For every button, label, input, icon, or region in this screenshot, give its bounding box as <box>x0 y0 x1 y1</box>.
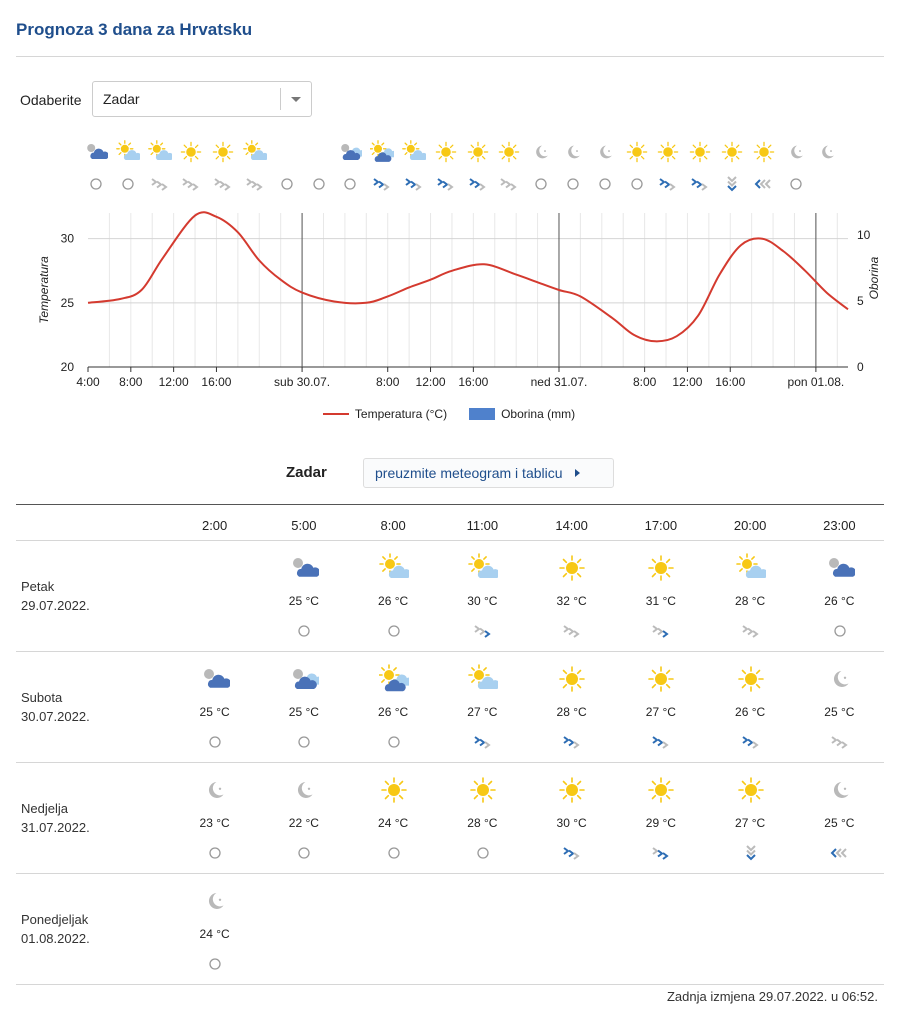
day-date: 30.07.2022. <box>21 709 90 724</box>
temperature-value: 25 °C <box>199 705 230 719</box>
forecast-cell <box>170 874 259 985</box>
forecast-cell <box>795 874 884 985</box>
forecast-day-row <box>16 541 884 652</box>
header-hour: 14:00 <box>527 505 616 541</box>
legend-temperature-label: Temperatura (°C) <box>354 407 448 421</box>
strip-hour-cell <box>593 140 617 200</box>
header-hour: 8:00 <box>349 505 438 541</box>
header-hour: 20:00 <box>706 505 795 541</box>
wind-moderate-icon <box>690 176 710 192</box>
x-tick-label: 8:00 <box>632 375 657 389</box>
cloudy-night-icon <box>84 140 108 164</box>
day-name: Ponedjeljak <box>21 912 89 927</box>
strip-hour-cell <box>688 140 712 200</box>
cloudy-night-icon <box>825 553 855 583</box>
forecast-cell <box>438 652 527 763</box>
city-select[interactable] <box>92 81 312 117</box>
forecast-cell <box>259 874 348 985</box>
legend-box-swatch <box>469 408 495 420</box>
y-axis-title: Temperatura <box>37 256 51 324</box>
cloudy-sun-icon <box>379 664 409 694</box>
temperature-value: 26 °C <box>378 705 409 719</box>
partly-cloudy-icon <box>468 664 498 694</box>
forecast-cell <box>438 763 527 874</box>
forecast-cell <box>616 652 705 763</box>
temperature-value: 25 °C <box>288 705 319 719</box>
x-tick-label: 16:00 <box>201 375 232 389</box>
partly-cloudy-icon <box>736 553 766 583</box>
strip-hour-cell <box>275 140 299 200</box>
forecast-cell <box>259 652 348 763</box>
strip-hour-cell <box>402 140 426 200</box>
x-tick-label: 8:00 <box>119 375 143 389</box>
temperature-value: 27 °C <box>735 816 766 830</box>
wind-moderate-icon <box>404 176 424 192</box>
wind-strong-left-icon <box>830 845 850 861</box>
day-label-cell <box>16 541 170 652</box>
temperature-value: 28 °C <box>556 705 587 719</box>
cloudy-heavy-icon <box>289 664 319 694</box>
wind-moderate-icon <box>372 176 392 192</box>
x-tick-label: 4:00 <box>76 375 100 389</box>
temperature-value: 25 °C <box>824 705 855 719</box>
temperature-series-line <box>88 212 848 341</box>
wind-calm-icon <box>309 176 329 192</box>
strip-hour-cell <box>84 140 108 200</box>
forecast-cell <box>438 541 527 652</box>
wind-strong-down-icon <box>741 845 761 861</box>
strip-hour-cell <box>625 140 649 200</box>
x-tick-label: 16:00 <box>458 375 489 389</box>
temperature-value: 28 °C <box>467 816 498 830</box>
forecast-cell <box>706 541 795 652</box>
wind-calm-icon <box>473 845 493 861</box>
forecast-cell <box>527 874 616 985</box>
x-tick-label: 8:00 <box>376 375 400 389</box>
sunny-icon <box>434 140 458 164</box>
legend-item-temperature[interactable] <box>323 407 447 421</box>
forecast-day-row <box>16 763 884 874</box>
sunny-icon <box>557 664 587 694</box>
temperature-value: 22 °C <box>288 816 319 830</box>
wind-calm-icon <box>595 176 615 192</box>
clear-night-icon <box>561 140 585 164</box>
wind-light-icon <box>213 176 233 192</box>
sunny-icon <box>736 664 766 694</box>
clear-night-icon <box>784 140 808 164</box>
wind-calm-icon <box>340 176 360 192</box>
page-title: Prognoza 3 dana za Hrvatsku <box>16 20 253 39</box>
temperature-value: 32 °C <box>556 594 587 608</box>
sunny-icon <box>752 140 776 164</box>
cloudy-icon <box>275 140 299 164</box>
clear-night-icon <box>593 140 617 164</box>
sunny-icon <box>557 553 587 583</box>
wind-light-icon <box>830 734 850 750</box>
y2-tick-label: 5 <box>857 294 864 308</box>
wind-light-icon <box>741 623 761 639</box>
x-tick-label: 12:00 <box>415 375 446 389</box>
y2-tick-label: 0 <box>857 360 864 374</box>
wind-strong-left-icon <box>754 176 774 192</box>
header-day-column <box>16 505 170 541</box>
header-hour: 11:00 <box>438 505 527 541</box>
partly-cloudy-icon <box>468 553 498 583</box>
forecast-day-row <box>16 652 884 763</box>
wind-light-icon <box>562 623 582 639</box>
wind-calm-icon <box>531 176 551 192</box>
y-tick-label: 20 <box>60 360 74 374</box>
wind-calm-icon <box>384 845 404 861</box>
partly-cloudy-icon <box>148 140 172 164</box>
partly-cloudy-icon <box>116 140 140 164</box>
wind-calm-icon <box>118 176 138 192</box>
wind-calm-icon <box>205 956 225 972</box>
last-updated: Zadnja izmjena 29.07.2022. u 06:52. <box>666 989 878 1004</box>
wind-calm-icon <box>294 623 314 639</box>
x-tick-label: 12:00 <box>158 375 189 389</box>
x-tick-label: 16:00 <box>715 375 746 389</box>
forecast-cell <box>170 763 259 874</box>
forecast-table <box>16 504 884 985</box>
clear-night-icon <box>289 775 319 805</box>
clear-night-icon <box>825 775 855 805</box>
download-meteogram-button[interactable] <box>363 458 614 488</box>
wind-calm-icon <box>627 176 647 192</box>
temperature-value: 23 °C <box>199 816 230 830</box>
x-tick-label: sub 30.07. <box>274 375 331 389</box>
day-date: 29.07.2022. <box>21 598 90 613</box>
day-label-cell <box>16 652 170 763</box>
wind-moderate-blue-icon <box>651 845 671 861</box>
day-date: 01.08.2022. <box>21 931 90 946</box>
strip-hour-cell <box>752 140 776 200</box>
wind-calm-icon <box>205 845 225 861</box>
clear-night-icon <box>200 886 230 916</box>
forecast-cell <box>616 763 705 874</box>
header-hour: 23:00 <box>795 505 884 541</box>
partly-cloudy-icon <box>379 553 409 583</box>
strip-hour-cell <box>179 140 203 200</box>
forecast-cell <box>527 763 616 874</box>
temperature-value: 29 °C <box>645 816 676 830</box>
caret-right-icon <box>575 469 580 477</box>
temperature-value: 26 °C <box>735 705 766 719</box>
cloudy-sun-icon <box>370 140 394 164</box>
temperature-value: 31 °C <box>645 594 676 608</box>
y2-tick-label: 10 <box>857 228 871 242</box>
wind-moderate-icon <box>562 734 582 750</box>
strip-hour-cell <box>116 140 140 200</box>
sunny-icon <box>646 775 676 805</box>
wind-light-blue-icon <box>651 623 671 639</box>
forecast-cell <box>349 874 438 985</box>
clear-night-icon <box>825 664 855 694</box>
cloudy-night-icon <box>289 553 319 583</box>
forecast-cell <box>170 541 259 652</box>
title-divider <box>16 56 884 57</box>
hourly-icon-strip <box>84 140 844 200</box>
forecast-cell <box>706 652 795 763</box>
forecast-cell <box>349 763 438 874</box>
sunny-icon <box>625 140 649 164</box>
wind-calm-icon <box>384 734 404 750</box>
forecast-cell <box>259 541 348 652</box>
sunny-icon <box>646 664 676 694</box>
forecast-cell <box>438 874 527 985</box>
x-tick-label: ned 31.07. <box>530 375 588 389</box>
forecast-cell <box>170 652 259 763</box>
strip-hour-cell <box>148 140 172 200</box>
cloudy-icon <box>307 140 331 164</box>
wind-light-icon <box>499 176 519 192</box>
temperature-value: 24 °C <box>199 927 230 941</box>
y-tick-label: 30 <box>60 231 74 246</box>
forecast-cell <box>706 763 795 874</box>
wind-moderate-icon <box>436 176 456 192</box>
city-select-label: Odaberite <box>20 92 82 108</box>
day-date: 31.07.2022. <box>21 820 90 835</box>
sunny-icon <box>466 140 490 164</box>
y2-axis-title: Oborina <box>867 256 881 300</box>
download-button-label: preuzmite meteogram i tablicu <box>375 465 563 481</box>
sunny-icon <box>497 140 521 164</box>
strip-hour-cell <box>561 140 585 200</box>
cloudy-night-icon <box>200 664 230 694</box>
wind-light-icon <box>150 176 170 192</box>
sunny-icon <box>720 140 744 164</box>
day-label-cell <box>16 763 170 874</box>
wind-moderate-icon <box>658 176 678 192</box>
clear-night-icon <box>815 140 839 164</box>
chart-legend <box>0 407 898 421</box>
wind-moderate-icon <box>468 176 488 192</box>
city-select-value: Zadar <box>103 91 140 107</box>
wind-moderate-icon <box>741 734 761 750</box>
forecast-cell <box>795 541 884 652</box>
strip-hour-cell <box>815 140 839 200</box>
strip-hour-cell <box>243 140 267 200</box>
header-hour: 17:00 <box>616 505 705 541</box>
temperature-value: 27 °C <box>645 705 676 719</box>
forecast-cell <box>349 541 438 652</box>
strip-hour-cell <box>307 140 331 200</box>
temperature-value: 30 °C <box>467 594 498 608</box>
forecast-cell <box>527 652 616 763</box>
strip-hour-cell <box>370 140 394 200</box>
wind-calm-icon <box>830 623 850 639</box>
sunny-icon <box>468 775 498 805</box>
wind-light-icon <box>181 176 201 192</box>
day-name: Subota <box>21 690 63 705</box>
temperature-value: 26 °C <box>824 594 855 608</box>
temperature-value: 26 °C <box>378 594 409 608</box>
wind-calm-icon <box>563 176 583 192</box>
x-tick-label: 12:00 <box>672 375 703 389</box>
wind-light-blue-icon <box>473 623 493 639</box>
temperature-value: 24 °C <box>378 816 409 830</box>
day-label-cell <box>16 874 170 985</box>
legend-precipitation-label: Oborina (mm) <box>501 407 576 421</box>
forecast-cell <box>527 541 616 652</box>
strip-hour-cell <box>529 140 553 200</box>
forecast-day-row <box>16 874 884 985</box>
sunny-icon <box>557 775 587 805</box>
strip-hour-cell <box>720 140 744 200</box>
wind-light-icon <box>245 176 265 192</box>
cloudy-heavy-icon <box>338 140 362 164</box>
forecast-cell <box>616 874 705 985</box>
strip-hour-cell <box>338 140 362 200</box>
wind-strong-down-icon <box>722 176 742 192</box>
clear-night-icon <box>200 775 230 805</box>
strip-hour-cell <box>211 140 235 200</box>
temperature-value: 27 °C <box>467 705 498 719</box>
sunny-icon <box>179 140 203 164</box>
sunny-icon <box>211 140 235 164</box>
wind-moderate-icon <box>473 734 493 750</box>
temperature-value: 25 °C <box>288 594 319 608</box>
wind-calm-icon <box>294 734 314 750</box>
wind-calm-icon <box>86 176 106 192</box>
x-tick-label: pon 01.08. <box>787 375 845 389</box>
strip-hour-cell <box>434 140 458 200</box>
sunny-icon <box>688 140 712 164</box>
wind-calm-icon <box>384 623 404 639</box>
sunny-icon <box>646 553 676 583</box>
forecast-cell <box>795 652 884 763</box>
strip-hour-cell <box>784 140 808 200</box>
wind-calm-icon <box>294 845 314 861</box>
strip-hour-cell <box>497 140 521 200</box>
forecast-cell <box>706 874 795 985</box>
wind-calm-icon <box>205 734 225 750</box>
legend-line-swatch <box>323 413 349 415</box>
temperature-value: 28 °C <box>735 594 766 608</box>
chevron-down-icon[interactable] <box>281 97 311 102</box>
wind-calm-icon <box>277 176 297 192</box>
forecast-cell <box>349 652 438 763</box>
strip-hour-cell <box>656 140 680 200</box>
header-hour: 5:00 <box>259 505 348 541</box>
day-name: Petak <box>21 579 55 594</box>
forecast-header-row <box>16 505 884 541</box>
day-name: Nedjelja <box>21 801 68 816</box>
forecast-cell <box>259 763 348 874</box>
download-city-name: Zadar <box>286 464 327 481</box>
partly-cloudy-icon <box>243 140 267 164</box>
sunny-icon <box>656 140 680 164</box>
sunny-icon <box>379 775 409 805</box>
wind-calm-icon <box>786 176 806 192</box>
meteogram-chart <box>30 205 890 400</box>
temperature-value: 30 °C <box>556 816 587 830</box>
forecast-cell <box>616 541 705 652</box>
forecast-cell <box>795 763 884 874</box>
header-hour: 2:00 <box>170 505 259 541</box>
sunny-icon <box>736 775 766 805</box>
temperature-value: 25 °C <box>824 816 855 830</box>
wind-moderate-icon <box>562 845 582 861</box>
y-tick-label: 25 <box>60 295 74 310</box>
legend-item-precipitation[interactable] <box>469 407 575 421</box>
strip-hour-cell <box>466 140 490 200</box>
wind-moderate-icon <box>651 734 671 750</box>
partly-cloudy-icon <box>402 140 426 164</box>
clear-night-icon <box>529 140 553 164</box>
